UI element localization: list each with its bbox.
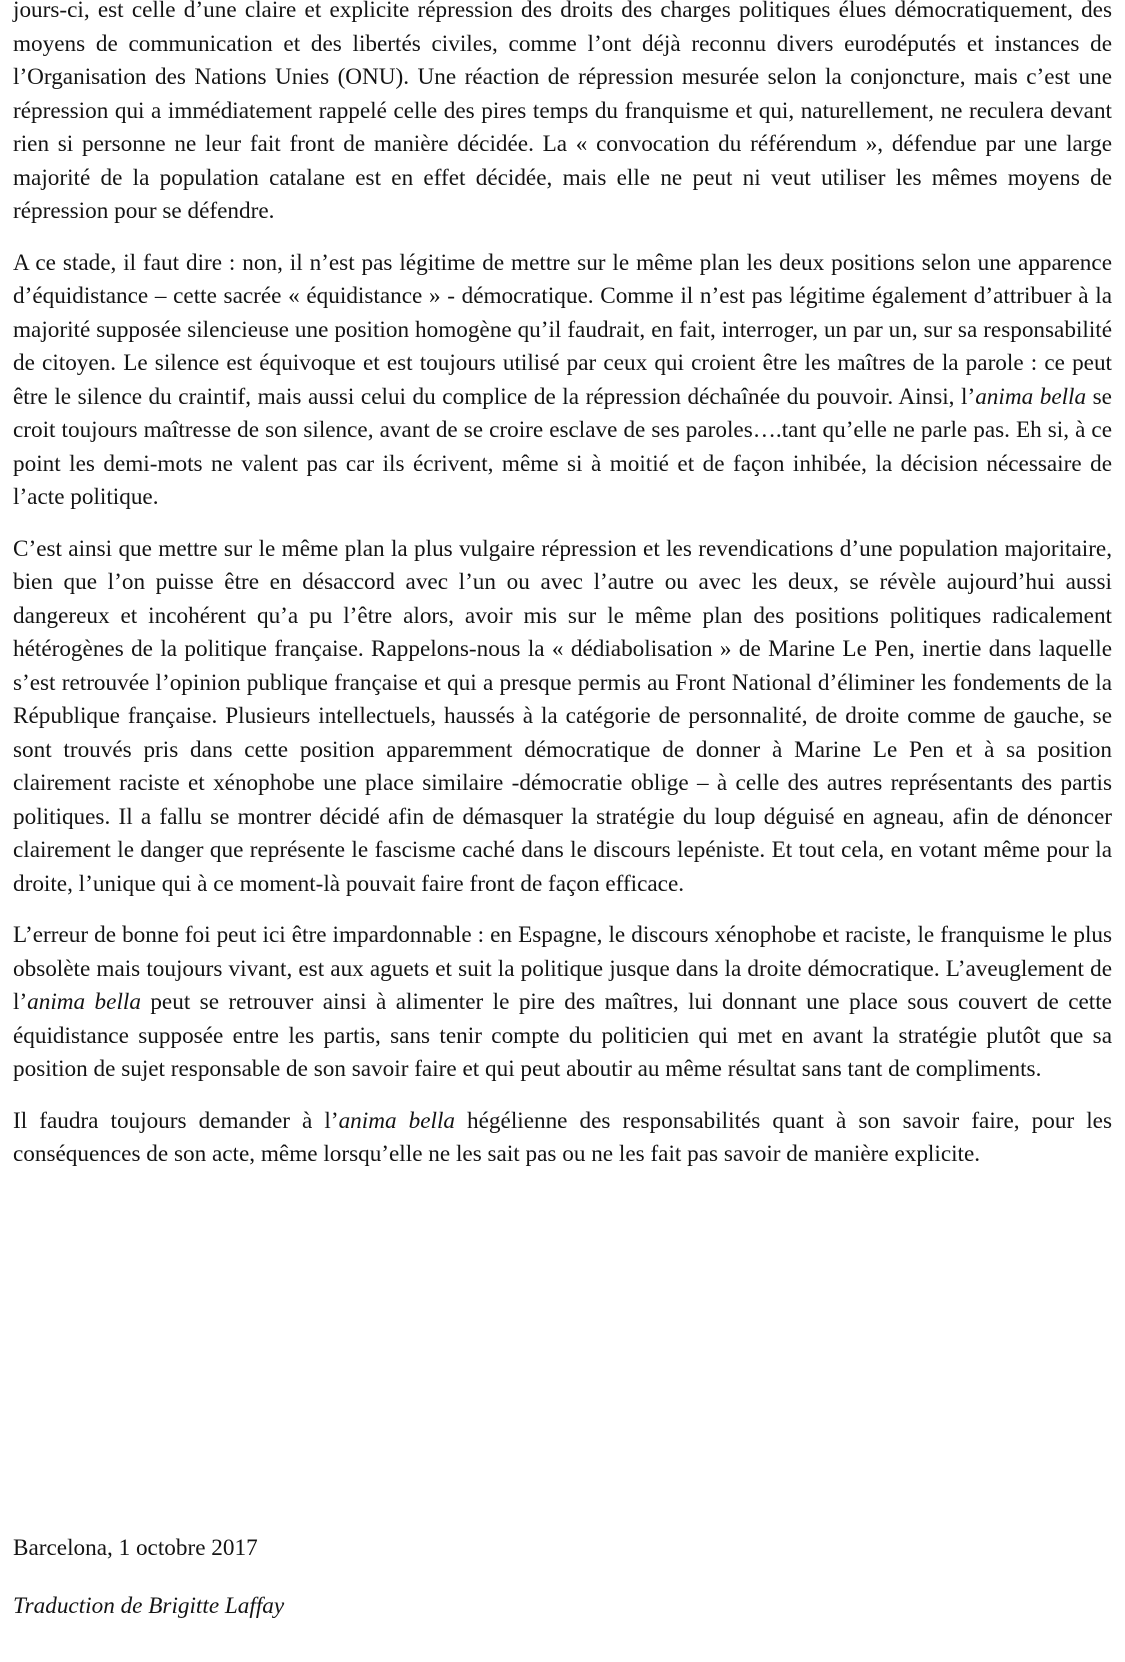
paragraph-text: A ce stade, il faut dire : non, il n’est pas légitime de mettre sur le même plan les deux positions selon une apparence d’équidistance – cette sacrée « équidistance » - démocratique. Comme il n’est pas légitime également d’attribuer à la majorité supposée silencieuse une position homogène qu’il faudrait, en fait, interroger, un par un, sur sa responsabilité de citoyen. Le silence est équivoque et est toujours utilisé par ceux qui croient être les maîtres de la parole : ce peut être le silence du craintif, mais aussi celui du complice de la répression déchaînée du pouvoir. Ainsi, l’ <box>13 249 1112 410</box>
paragraph-text: se croit toujours maîtresse de son silence, avant de se croire esclave de ses paroles….tant qu’elle ne parle pas. Eh si, à ce point les demi-mots ne valent pas car ils écrivent, même si à moitié et de façon inhibée, la décision nécessaire de l’acte politique. <box>13 383 1112 510</box>
italic-term: anima bella <box>27 989 141 1015</box>
paragraph-text: C’est ainsi que mettre sur le même plan la plus vulgaire répression et les revendications d’une population majoritaire, bien que l’on puisse être en désaccord avec l’un ou avec l’autre ou avec les deux, se révèle aujourd’hui aussi dangereux et incohérent qu’a pu l’être alors, avoir mis sur le même plan des positions politiques radicalement hétérogènes de la politique française. Rappelons-nous la « dédiabolisation » de Marine Le Pen, inertie dans laquelle s’est retrouvée l’opinion publique française et qui a presque permis au Front National d’éliminer les fondements de la République française. Plusieurs intellectuels, haussés à la catégorie de personnalité, de droite comme de gauche, se sont trouvés pris dans cette position apparemment démocratique de donner à Marine Le Pen et à sa position clairement raciste et xénophobe une place similaire -démocratie oblige – à celle des autres représentants des partis politiques. Il a fallu se montrer décidé afin de démasquer la stratégie du loup déguisé en agneau, afin de dénoncer clairement le danger que représente le fascisme caché dans le discours lepéniste. Et tout cela, en votant même pour la droite, l’unique qui à ce moment-là pouvait faire front de façon efficace. <box>13 535 1112 897</box>
paragraph-text: hégélienne des responsabilités quant à son savoir faire, pour les conséquences de son acte, même lorsqu’elle ne les sait pas ou ne les fait pas savoir de manière explicite. <box>13 1107 1112 1167</box>
paragraph-repression <box>13 0 1112 229</box>
place-date: Barcelona, 1 octobre 2017 <box>13 1535 258 1561</box>
paragraph-text: peut se retrouver ainsi à alimenter le pire des maîtres, lui donnant une place sous couvert de cette équidistance supposée entre les partis, sans tenir compte du politicien qui met en avant la stratégie plutôt que sa position de sujet responsable de son savoir faire et qui peut aboutir au même résultat sans tant de compliments. <box>13 989 1112 1082</box>
paragraph-text: jours-ci, est celle d’une claire et explicite répression des droits des charges politiques élues démocratiquement, des moyens de communication et des libertés civiles, comme l’ont déjà reconnu divers eurodéputés et instances de l’Organisation des Nations Unies (ONU). Une réaction de répression mesurée selon la conjoncture, mais c’est une répression qui a immédiatement rappelé celle des pires temps du franquisme et qui, naturellement, ne reculera devant rien si personne ne leur fait front de manière décidée. La « convocation du référendum », défendue par une large majorité de la population catalane est en effet décidée, mais elle ne peut ni veut utiliser les mêmes moyens de répression pour se défendre. <box>13 0 1112 224</box>
italic-term: anima bella <box>338 1107 455 1134</box>
translator-credit: Traduction de Brigitte Laffay <box>13 1593 285 1619</box>
italic-term: anima bella <box>975 383 1087 410</box>
paragraph-conclusion <box>13 1105 1112 1172</box>
paragraph-equidistance <box>13 247 1112 515</box>
paragraph-text: L’erreur de bonne foi peut ici être impardonnable : en Espagne, le discours xénophobe et raciste, le franquisme le plus obsolète mais toujours vivant, est aux aguets et suit la politique jusque dans la droite démocratique. L’aveuglement de l’ <box>13 922 1112 1015</box>
paragraph-text: Il faudra toujours demander à l’ <box>13 1107 339 1134</box>
document-page <box>13 0 1112 1619</box>
paragraph-bonne-foi <box>13 919 1112 1087</box>
paragraph-dediabolisation <box>13 533 1112 902</box>
